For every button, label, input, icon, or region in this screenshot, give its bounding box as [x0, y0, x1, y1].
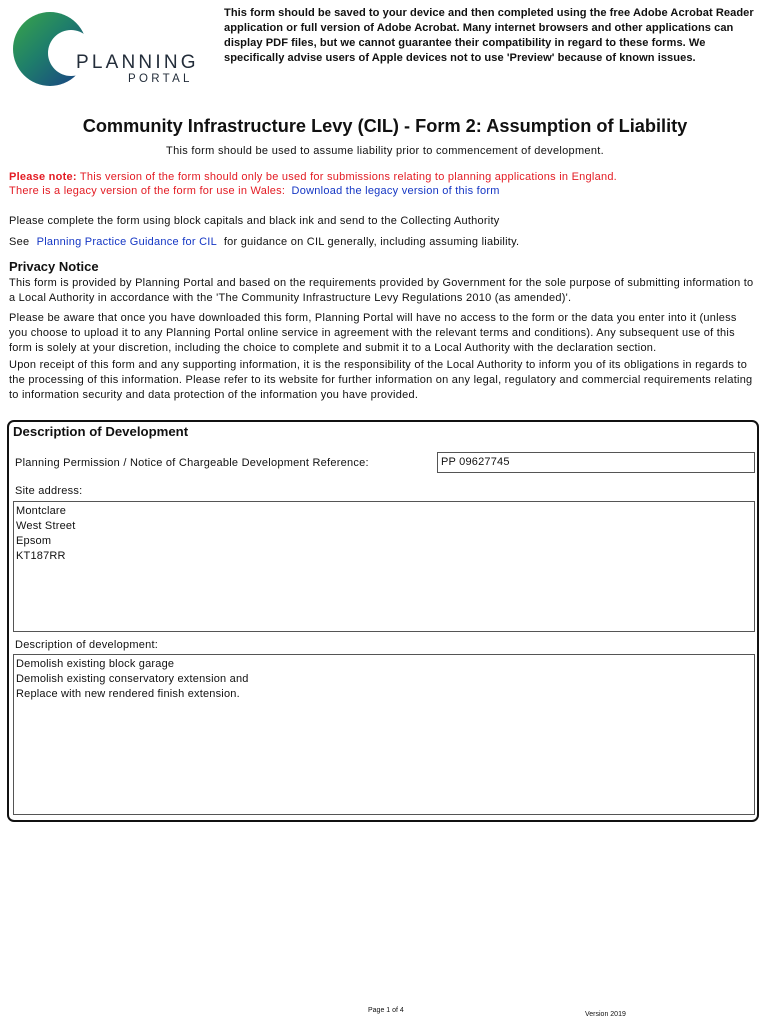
description-line: Demolish existing conservatory extension and — [16, 673, 249, 685]
development-description-field[interactable] — [13, 654, 755, 815]
planning-portal-logo — [12, 11, 198, 87]
please-note-label: Please note: — [9, 171, 77, 183]
privacy-paragraph: Please be aware that once you have downloaded this form, Planning Portal will have no access to the form or the data you enter into it (unless you choose to upload it to any Planning Portal online service in agreement with the relevant terms and conditions). Any subsequent use of this form is solely at your discretion, including the choice to complete and submit it to a Local Authority with the declaration section. — [9, 312, 737, 354]
development-description-label: Description of development: — [15, 639, 159, 651]
privacy-paragraph: This form is provided by Planning Portal and based on the requirements provided by Government for the sole purpose of submitting information to a Local Authority in accordance with the 'The Community Infrastructure Levy Regulations 2010 (as amended)'. — [9, 277, 754, 304]
site-address-line: Epsom — [16, 535, 52, 547]
please-note-line — [9, 170, 617, 185]
logo-word-portal: PORTAL — [128, 73, 193, 85]
site-address-line: West Street — [16, 520, 76, 532]
reference-label: Planning Permission / Notice of Chargeable Development Reference: — [15, 457, 369, 469]
privacy-paragraph: Upon receipt of this form and any supporting information, it is the responsibility of the Local Authority to inform you of its obligations in regards to the processing of this information. Please refer to its website for further information on any legal, regulatory and commercial requirements relating to information security and data protection of the information you have provided. — [9, 359, 753, 401]
reference-field[interactable]: PP 09627745 — [437, 452, 755, 473]
page-number: Page 1 of 4 — [368, 1007, 404, 1014]
page-subtitle: This form should be used to assume liability prior to commencement of development. — [166, 145, 604, 157]
guidance-line — [9, 235, 519, 250]
compatibility-notice: This form should be saved to your device and then completed using the free Adobe Acrobat Reader application or full version of Adobe Acrobat. Many internet browsers and other applications can display PDF files, but we cannot guarantee their compatibility in regard to these forms. We specifically advise users of Apple devices not to use 'Preview' because of known issues. — [224, 7, 754, 64]
legacy-form-link[interactable]: Download the legacy version of this form — [291, 185, 500, 197]
guidance-suffix: for guidance on CIL generally, including assuming liability. — [223, 236, 520, 248]
guidance-prefix: See — [9, 236, 30, 248]
site-address-line: KT187RR — [16, 550, 66, 562]
completion-instructions: Please complete the form using block capitals and black ink and send to the Collecting Authority — [9, 215, 500, 227]
logo-word-planning: PLANNING — [76, 52, 199, 73]
wales-legacy-line — [9, 184, 500, 199]
wales-legacy-note: There is a legacy version of the form for use in Wales: — [9, 185, 286, 197]
site-address-label: Site address: — [15, 485, 83, 497]
version-label: Version 2019 — [585, 1011, 626, 1018]
privacy-notice-heading: Privacy Notice — [9, 259, 99, 274]
description-line: Demolish existing block garage — [16, 658, 175, 670]
logo-mark-icon — [12, 11, 88, 87]
site-address-line: Montclare — [16, 505, 67, 517]
description-line: Replace with new rendered finish extension. — [16, 688, 240, 700]
development-section-heading: Description of Development — [13, 424, 189, 439]
page-title: Community Infrastructure Levy (CIL) - Form 2: Assumption of Liability — [82, 116, 688, 136]
cil-guidance-link[interactable]: Planning Practice Guidance for CIL — [36, 236, 217, 248]
site-address-field[interactable] — [13, 501, 755, 632]
england-only-note: This version of the form should only be used for submissions relating to planning applications in England. — [79, 171, 617, 183]
